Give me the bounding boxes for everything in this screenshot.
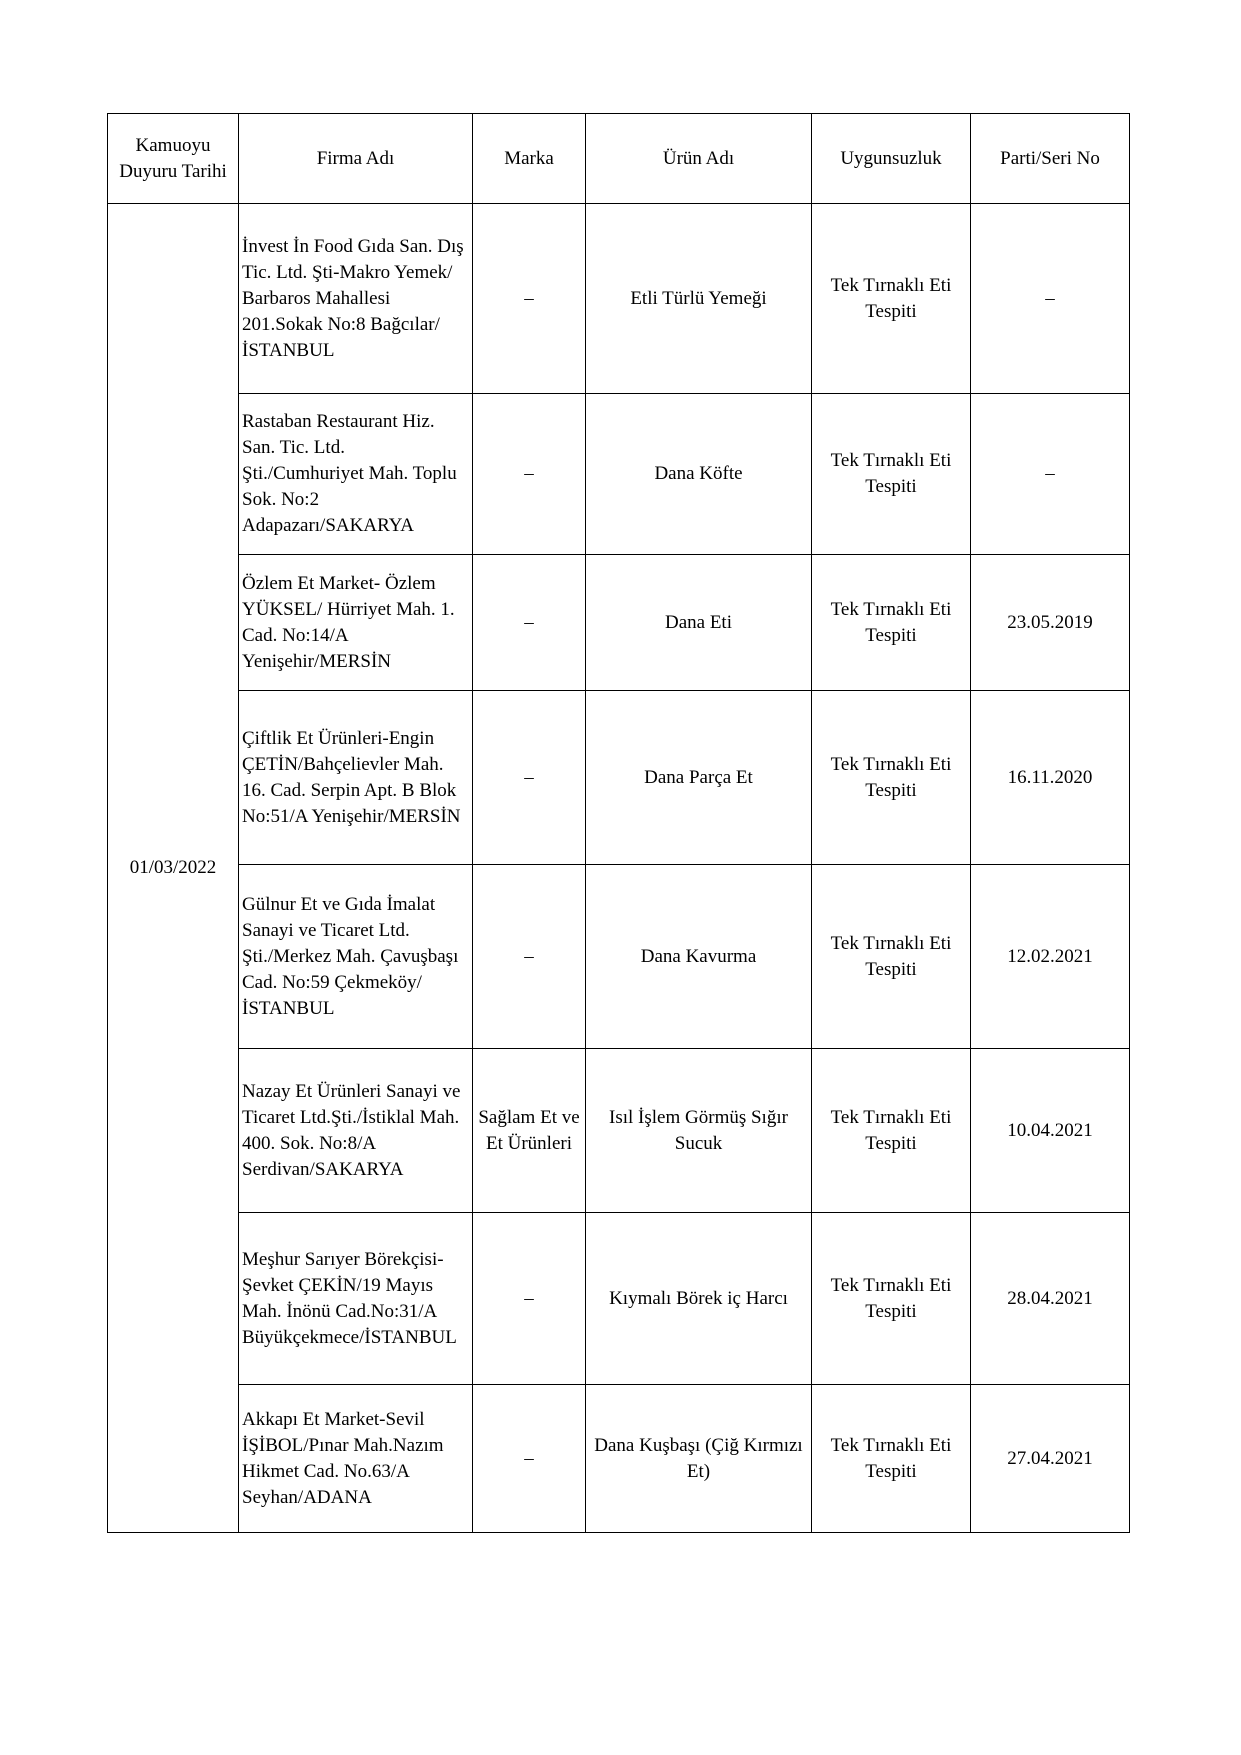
nonconformity-cell: Tek Tırnaklı Eti Tespiti [812,555,971,691]
product-cell: Isıl İşlem Görmüş Sığır Sucuk [586,1049,812,1213]
nonconformity-cell: Tek Tırnaklı Eti Tespiti [812,204,971,394]
header-firm-name: Firma Adı [239,114,473,204]
firm-cell: Akkapı Et Market-Sevil İŞİBOL/Pınar Mah.Nazım Hikmet Cad. No.63/A Seyhan/ADANA [239,1385,473,1533]
table-row [108,1213,1130,1385]
brand-cell: – [473,394,586,555]
table-row [108,1385,1130,1533]
product-cell: Dana Kavurma [586,865,812,1049]
firm-cell: Meşhur Sarıyer Börekçisi-Şevket ÇEKİN/19 Mayıs Mah. İnönü Cad.No:31/A Büyükçekmece/İSTANBUL [239,1213,473,1385]
product-cell: Dana Eti [586,555,812,691]
firm-cell: Rastaban Restaurant Hiz. San. Tic. Ltd. Şti./Cumhuriyet Mah. Toplu Sok. No:2 Adapazarı/SAKARYA [239,394,473,555]
nonconformity-cell: Tek Tırnaklı Eti Tespiti [812,1049,971,1213]
nonconformity-cell: Tek Tırnaklı Eti Tespiti [812,691,971,865]
brand-cell: – [473,204,586,394]
product-cell: Kıymalı Börek iç Harcı [586,1213,812,1385]
nonconformity-cell: Tek Tırnaklı Eti Tespiti [812,1385,971,1533]
lot-cell: 10.04.2021 [971,1049,1130,1213]
product-cell: Dana Kuşbaşı (Çiğ Kırmızı Et) [586,1385,812,1533]
firm-cell: İnvest İn Food Gıda San. Dış Tic. Ltd. Şti-Makro Yemek/ Barbaros Mahallesi 201.Sokak No:8 Bağcılar/İSTANBUL [239,204,473,394]
firm-cell: Çiftlik Et Ürünleri-Engin ÇETİN/Bahçelievler Mah. 16. Cad. Serpin Apt. B Blok No:51/A Yenişehir/MERSİN [239,691,473,865]
nonconformity-cell: Tek Tırnaklı Eti Tespiti [812,1213,971,1385]
product-cell: Dana Köfte [586,394,812,555]
product-cell: Etli Türlü Yemeği [586,204,812,394]
brand-cell: – [473,865,586,1049]
header-lot-number: Parti/Seri No [971,114,1130,204]
header-nonconformity: Uygunsuzluk [812,114,971,204]
table-header-row [108,114,1130,204]
lot-cell: 16.11.2020 [971,691,1130,865]
table-row [108,204,1130,394]
table-row [108,555,1130,691]
brand-cell: – [473,691,586,865]
firm-cell: Gülnur Et ve Gıda İmalat Sanayi ve Ticaret Ltd. Şti./Merkez Mah. Çavuşbaşı Cad. No:59 Çekmeköy/İSTANBUL [239,865,473,1049]
table-row [108,691,1130,865]
firm-cell: Nazay Et Ürünleri Sanayi ve Ticaret Ltd.Şti./İstiklal Mah. 400. Sok. No:8/A Serdivan/SAKARYA [239,1049,473,1213]
lot-cell: 12.02.2021 [971,865,1130,1049]
table-row [108,394,1130,555]
lot-cell: 27.04.2021 [971,1385,1130,1533]
nonconformity-cell: Tek Tırnaklı Eti Tespiti [812,865,971,1049]
nonconformity-cell: Tek Tırnaklı Eti Tespiti [812,394,971,555]
firm-cell: Özlem Et Market- Özlem YÜKSEL/ Hürriyet Mah. 1. Cad. No:14/A Yenişehir/MERSİN [239,555,473,691]
header-brand: Marka [473,114,586,204]
brand-cell: – [473,1213,586,1385]
header-product-name: Ürün Adı [586,114,812,204]
brand-cell: – [473,1385,586,1533]
table-row [108,865,1130,1049]
announcement-table [107,113,1130,1533]
lot-cell: – [971,204,1130,394]
header-announcement-date: Kamuoyu Duyuru Tarihi [108,114,239,204]
brand-cell: Sağlam Et ve Et Ürünleri [473,1049,586,1213]
lot-cell: – [971,394,1130,555]
product-cell: Dana Parça Et [586,691,812,865]
brand-cell: – [473,555,586,691]
announcement-date-cell: 01/03/2022 [108,204,239,1533]
table-row [108,1049,1130,1213]
lot-cell: 28.04.2021 [971,1213,1130,1385]
lot-cell: 23.05.2019 [971,555,1130,691]
